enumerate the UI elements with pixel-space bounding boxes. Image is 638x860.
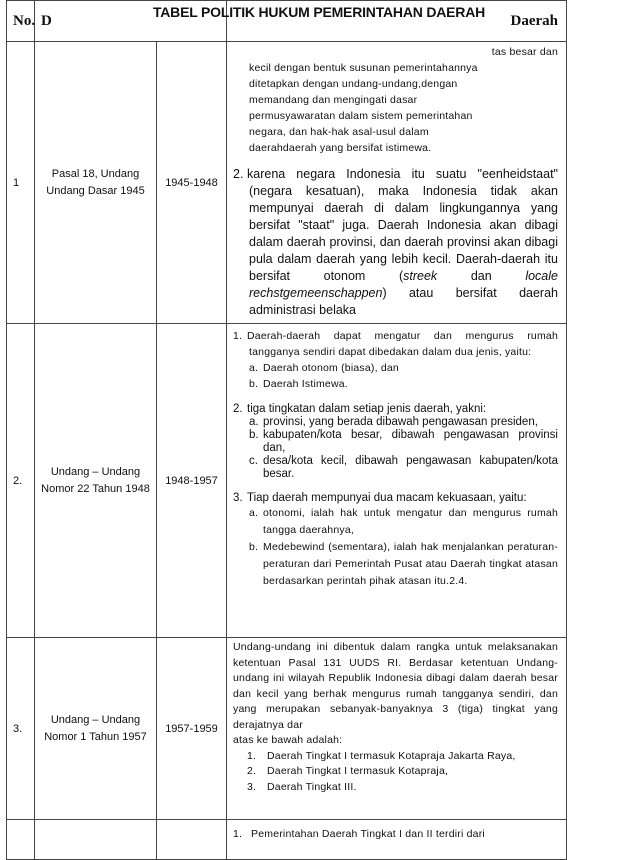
- list-item: 3. Tiap daerah mempunyai dua macam kekuasaan, yaitu:: [233, 492, 527, 504]
- desc-line: negara, dan hak-hak asal-usul dalam: [249, 126, 429, 138]
- sub-item: b. Medebewind (sementara), ialah hak menjalankan peraturan-peraturan dari Pemerintah Pusat atau Daerah tingkat atasan berdasarkan perintah pihak atasan itu.2.4.: [249, 541, 558, 587]
- sub-list: [233, 505, 558, 590]
- list-item: 1. Pemerintahan Daerah Tingkat I dan II terdiri dari: [233, 828, 485, 840]
- description: [227, 42, 567, 324]
- desc-paragraph: 2. karena negara Indonesia itu suatu "eenheidstaat" (negara kesatuan), maka Indonesia tidak akan mempunyai daerah di dalam lingkungannya yang bersifat "staat" juga. Daerah Indonesia akan dibagi dalam daerah provinsi, dan daerah provinsi akan dibagi pula dalam daerah yang lebih kecil. Daerah-daerah itu bersifat otonom (streek dan locale rechstgemeenschappen) atau bersifat daerah administrasi belaka: [233, 167, 558, 317]
- numbered-list: [233, 749, 558, 796]
- table-row: [7, 42, 567, 324]
- description: [227, 324, 567, 638]
- legal-basis: [35, 324, 157, 638]
- header-dasar: D: [35, 1, 227, 42]
- list-item: 1. Daerah-daerah dapat mengatur dan mengurus rumah tangganya sendiri dapat dibedakan dalam dua jenis, yaitu:: [233, 330, 558, 358]
- description: [227, 638, 567, 820]
- desc-paragraph: Undang-undang ini dibentuk dalam rangka untuk melaksanakan ketentuan Pasal 131 UUDS RI. Berdasar ketentuan Undang-undang ini wilayah Republik Indonesia dibagi dalam daerah besar dan kecil yang berhak mengurus rumah tangganya sendiri, dan yang merupakan sebanyak-banyaknya 3 (tiga) tingkat yang derajatnya dar: [233, 641, 558, 731]
- list-item: 2. Daerah Tingkat I termasuk Kotapraja,: [247, 765, 449, 777]
- row-number: 3.: [7, 638, 35, 820]
- desc-line: daerahdaerah yang bersifat istimewa.: [249, 142, 432, 154]
- legal-basis: [35, 42, 157, 324]
- sub-list: [233, 360, 558, 392]
- list-item: 3. Daerah Tingkat III.: [247, 780, 357, 793]
- legal-basis-line: Undang – Undang: [50, 465, 141, 478]
- list-item: 2. tiga tingkatan dalam setiap jenis daerah, yakni:: [233, 403, 487, 415]
- legal-basis-line: Pasal 18, Undang: [51, 167, 140, 180]
- desc-line: kecil dengan bentuk susunan pemerintahannya: [249, 62, 478, 74]
- politik-hukum-table: [6, 0, 567, 860]
- sub-item: a. otonomi, ialah hak untuk mengatur dan mengurus rumah tangga daerahnya,: [249, 507, 558, 536]
- legal-basis: [35, 638, 157, 820]
- legal-basis-line: Nomor 22 Tahun 1948: [41, 482, 150, 495]
- legal-basis-line: Undang Dasar 1945: [46, 184, 145, 197]
- desc-line: tas besar dan: [491, 46, 558, 58]
- desc-line: ditetapkan dengan undang-undang,dengan: [249, 78, 458, 90]
- page-title: TABEL POLITIK HUKUM PEMERINTAHAN DAERAH: [152, 4, 486, 20]
- row-number: 2.: [7, 324, 35, 638]
- list-item: 1. Daerah Tingkat I termasuk Kotapraja Jakarta Raya,: [247, 749, 516, 762]
- sub-item: b. kabupaten/kota besar, dibawah pengawasan provinsi dan,: [249, 429, 558, 454]
- sub-item: b. Daerah Istimewa.: [249, 378, 348, 390]
- table-row: [7, 638, 567, 820]
- period: 1957-1959: [157, 638, 227, 820]
- desc-line: memandang dan mengingati dasar: [249, 94, 418, 106]
- desc-line: permusyawaratan dalam sistem pemerintahan: [249, 110, 473, 122]
- desc-line: atas ke bawah adalah:: [233, 734, 343, 746]
- header-daerah: Daerah: [227, 1, 567, 42]
- sub-item: a. provinsi, yang berada dibawah pengawasan presiden,: [249, 416, 538, 428]
- period: 1945-1948: [157, 42, 227, 324]
- sub-list: [233, 416, 558, 481]
- legal-basis-line: Nomor 1 Tahun 1957: [44, 730, 147, 743]
- row-number: 1: [7, 42, 35, 324]
- header-no: No.: [7, 1, 35, 42]
- sub-item: c. desa/kota kecil, dibawah pengawasan kabupaten/kota besar.: [249, 455, 558, 480]
- legal-basis-line: Undang – Undang: [50, 713, 141, 726]
- period: 1948-1957: [157, 324, 227, 638]
- table-row: [7, 324, 567, 638]
- sub-item: a. Daerah otonom (biasa), dan: [249, 362, 399, 374]
